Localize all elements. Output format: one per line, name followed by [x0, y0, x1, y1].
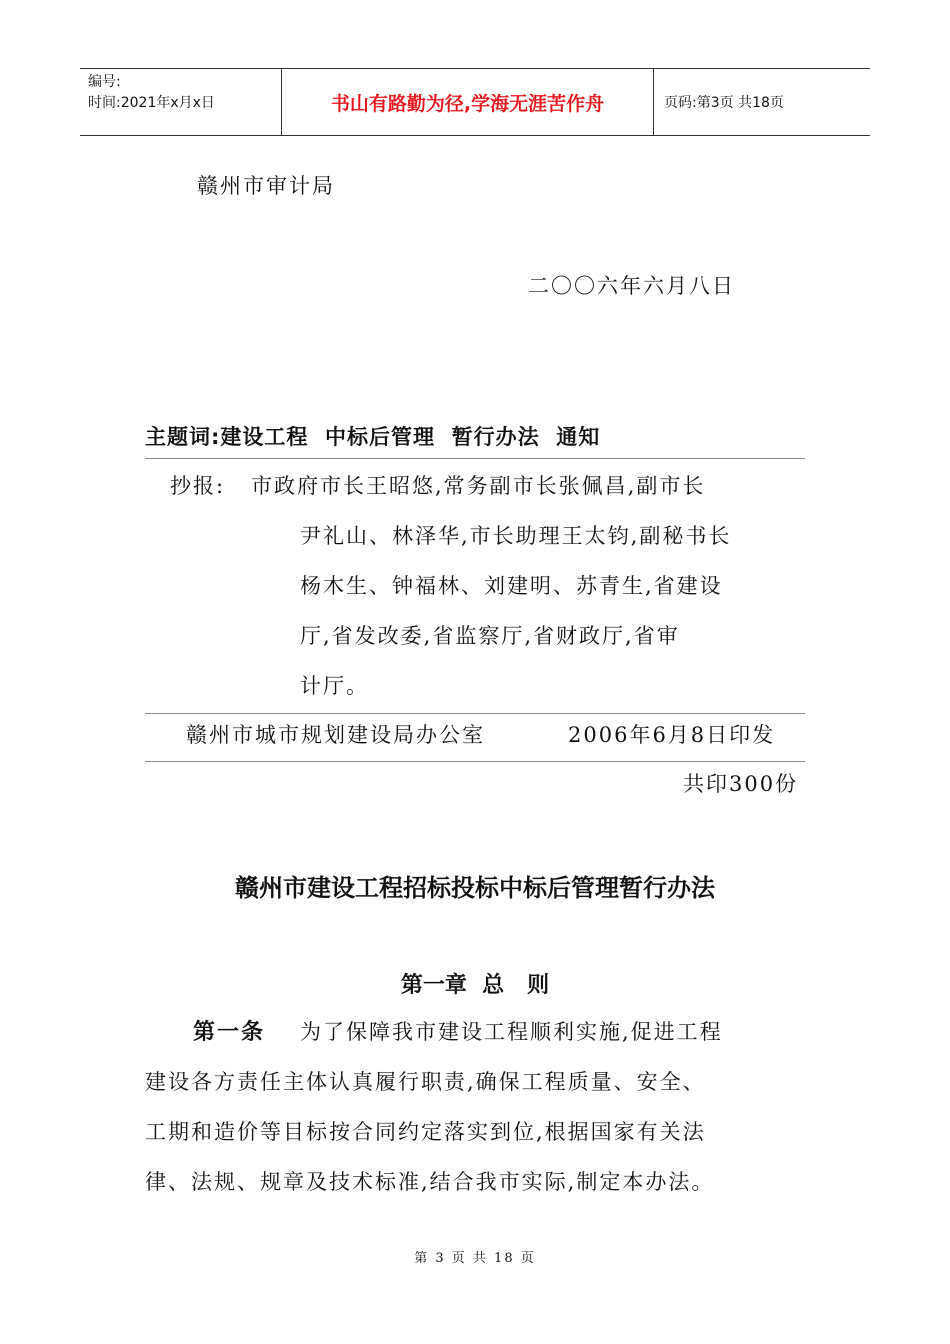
chapter-heading: 第一章 总 则	[400, 973, 550, 998]
page-header	[80, 68, 870, 136]
cc-label: 抄报:	[170, 474, 226, 498]
page-footer: 第 3 页 共 18 页	[414, 1251, 536, 1266]
document-title: 赣州市建设工程招标投标中标后管理暂行办法	[235, 874, 715, 902]
header-page-info	[654, 69, 870, 135]
serial-number-label: 编号:	[88, 74, 121, 90]
header-motto	[282, 69, 654, 135]
cc-line-1: 市政府市长王昭悠,常务副市长张佩昌,副市长	[251, 474, 706, 498]
page-info-text: 页码:第3页 共18页	[664, 95, 784, 111]
issuer-office: 赣州市城市规划建设局办公室	[186, 723, 485, 747]
copies-count: 共印300份	[683, 772, 799, 796]
signature-org: 赣州市审计局	[197, 174, 335, 198]
cc-line-5: 计厅。	[300, 674, 369, 698]
article-line-3: 工期和造价等目标按合同约定落实到位,根据国家有关法	[145, 1120, 706, 1144]
cc-line-4: 厅,省发改委,省监察厅,省财政厅,省审	[300, 624, 680, 648]
motto-text: 书山有路勤为径,学海无涯苦作舟	[330, 92, 605, 115]
cc-line-2: 尹礼山、林泽华,市长助理王太钧,副秘书长	[300, 524, 732, 548]
article-line-1: 为了保障我市建设工程顺利实施,促进工程	[300, 1020, 723, 1044]
subject-label: 主题词:	[145, 425, 221, 449]
subject-terms: 建设工程 中标后管理 暂行办法 通知	[220, 425, 601, 449]
divider	[145, 458, 805, 459]
cc-line-3: 杨木生、钟福林、刘建明、苏青生,省建设	[300, 574, 723, 598]
issue-date: 2006年6月8日印发	[568, 723, 776, 747]
signature-date: 二〇〇六年六月八日	[528, 274, 735, 298]
subject-line	[145, 421, 600, 451]
time-label: 时间:2021年x月x日	[88, 95, 215, 111]
divider	[145, 761, 805, 762]
header-meta	[80, 69, 282, 135]
article-label: 第一条	[193, 1020, 266, 1045]
article-line-4: 律、法规、规章及技术标准,结合我市实际,制定本办法。	[145, 1170, 715, 1194]
divider	[145, 713, 805, 714]
article-line-2: 建设各方责任主体认真履行职责,确保工程质量、安全、	[145, 1070, 706, 1094]
